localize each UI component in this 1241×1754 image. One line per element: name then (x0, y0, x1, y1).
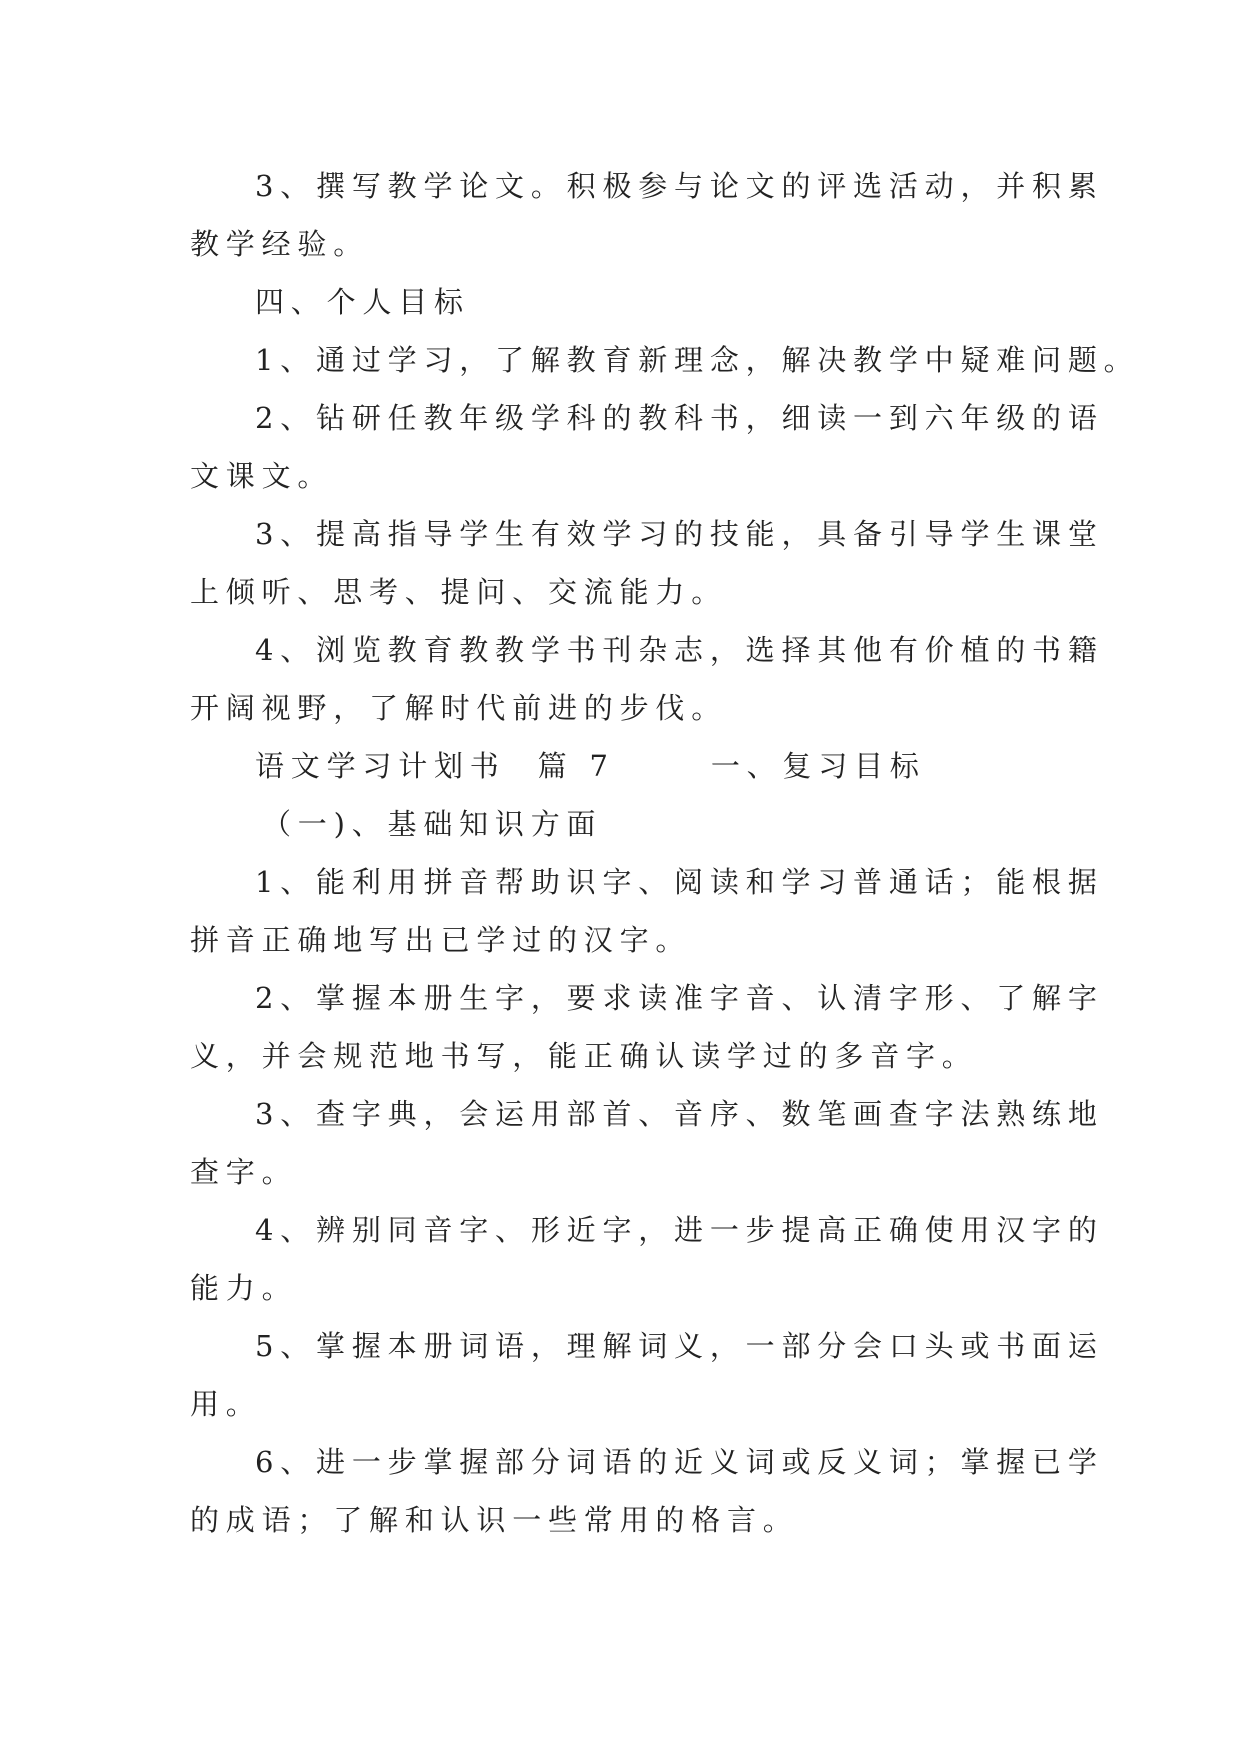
paragraph-line: 1、能利用拼音帮助识字、阅读和学习普通话；能根据 (255, 865, 1104, 899)
paragraph-line: 上倾听、思考、提问、交流能力。 (190, 575, 728, 609)
paragraph-line: 1、通过学习，了解教育新理念，解决教学中疑难问题。 (255, 343, 1140, 377)
paragraph-line: 开阔视野，了解时代前进的步伐。 (190, 691, 728, 725)
paragraph-line: 3、撰写教学论文。积极参与论文的评选活动，并积累 (255, 169, 1104, 203)
paragraph-line: 2、钻研任教年级学科的教科书，细读一到六年级的语 (255, 401, 1104, 435)
paragraph-line: 3、查字典，会运用部首、音序、数笔画查字法熟练地 (255, 1097, 1104, 1131)
paragraph-line: 6、进一步掌握部分词语的近义词或反义词；掌握已学 (255, 1445, 1104, 1479)
paragraph-line: 4、辨别同音字、形近字，进一步提高正确使用汉字的 (255, 1213, 1104, 1247)
paragraph-line: 能力。 (190, 1271, 298, 1305)
section-heading: （一)、基础知识方面 (262, 807, 603, 841)
section-heading: 四、个人目标 (255, 285, 470, 319)
paragraph-line: 文课文。 (190, 459, 334, 493)
section-heading: 语文学习计划书 篇 7 一、复习目标 (255, 749, 926, 783)
paragraph-line: 的成语；了解和认识一些常用的格言。 (190, 1503, 799, 1537)
paragraph-line: 4、浏览教育教教学书刊杂志，选择其他有价植的书籍 (255, 633, 1104, 667)
paragraph-line: 义，并会规范地书写，能正确认读学过的多音字。 (190, 1039, 978, 1073)
paragraph-line: 5、掌握本册词语，理解词义，一部分会口头或书面运 (255, 1329, 1104, 1363)
paragraph-line: 查字。 (190, 1155, 298, 1189)
paragraph-line: 2、掌握本册生字，要求读准字音、认清字形、了解字 (255, 981, 1104, 1015)
paragraph-line: 用。 (190, 1387, 262, 1421)
paragraph-line: 3、提高指导学生有效学习的技能，具备引导学生课堂 (255, 517, 1104, 551)
paragraph-line: 拼音正确地写出已学过的汉字。 (190, 923, 692, 957)
paragraph-line: 教学经验。 (190, 227, 370, 261)
